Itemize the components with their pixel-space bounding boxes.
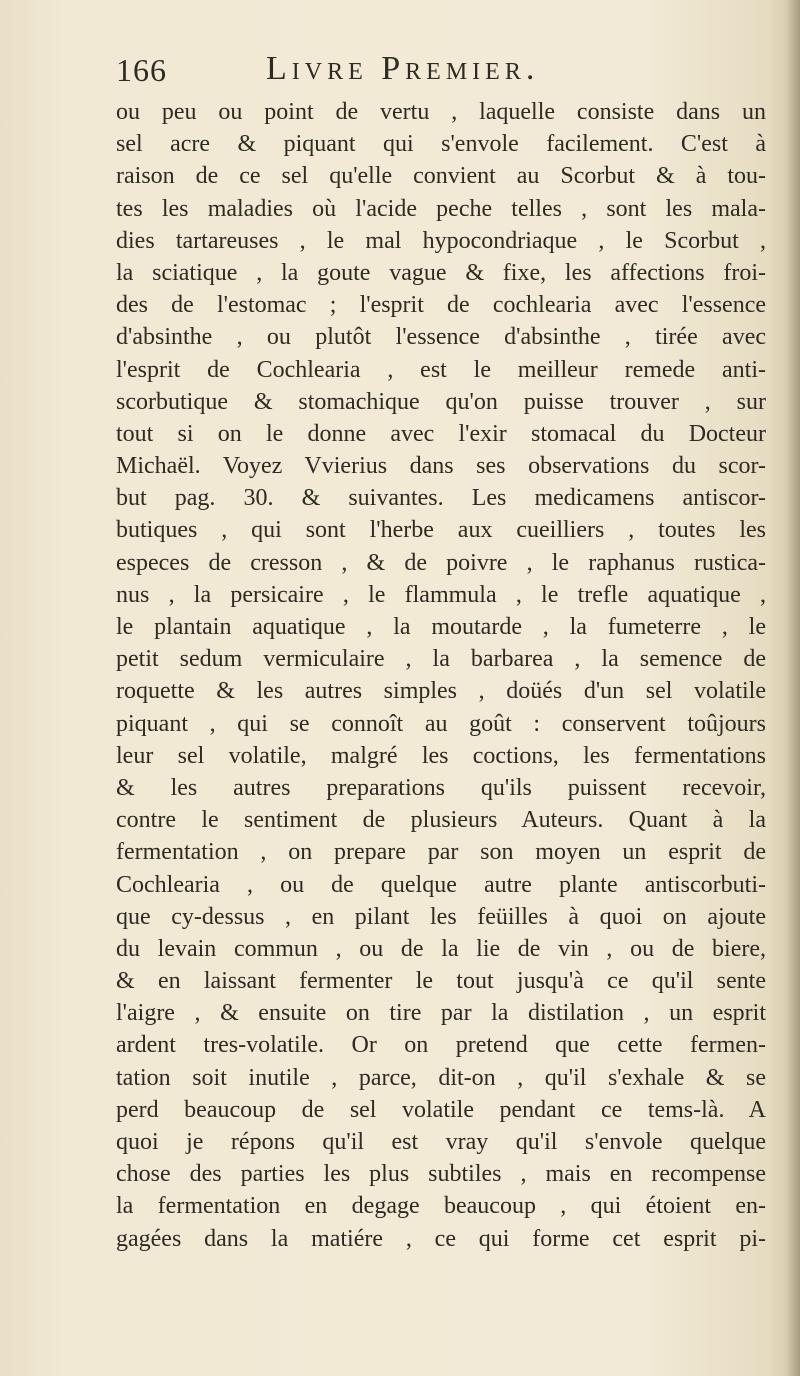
text-line: sel acre & piquant qui s'envole facilement. C'est à: [116, 131, 766, 158]
text-line: tes les maladies où l'acide peche telles , sont les mala-: [116, 195, 766, 222]
text-line: contre le sentiment de plusieurs Auteurs. Quant à la: [116, 807, 766, 834]
body-text: [116, 96, 766, 1255]
text-line: gagées dans la matiére , ce qui forme cet esprit pi-: [116, 1225, 766, 1252]
text-line: perd beaucoup de sel volatile pendant ce tems-là. A: [116, 1096, 766, 1123]
text-line: la fermentation en degage beaucoup , qui étoient en-: [116, 1193, 766, 1220]
text-line: butiques , qui sont l'herbe aux cueilliers , toutes les: [116, 517, 766, 544]
text-line: d'absinthe , ou plutôt l'essence d'absinthe , tirée avec: [116, 324, 766, 351]
text-line: fermentation , on prepare par son moyen un esprit de: [116, 839, 766, 866]
text-line: la sciatique , la goute vague & fixe, les affections froi-: [116, 259, 766, 286]
text-line: ardent tres-volatile. Or on pretend que cette fermen-: [116, 1032, 766, 1059]
text-line: du levain commun , ou de la lie de vin , ou de biere,: [116, 935, 766, 962]
text-line: & en laissant fermenter le tout jusqu'à ce qu'il sente: [116, 968, 766, 995]
text-line: scorbutique & stomachique qu'on puisse trouver , sur: [116, 388, 766, 415]
text-line: dies tartareuses , le mal hypocondriaque , le Scorbut ,: [116, 227, 766, 254]
text-line: Cochlearia , ou de quelque autre plante antiscorbuti-: [116, 871, 766, 898]
running-title: Livre Premier.: [266, 50, 540, 87]
text-line: & les autres preparations qu'ils puissent recevoir,: [116, 774, 766, 801]
text-line: roquette & les autres simples , doüés d'un sel volatile: [116, 678, 766, 705]
text-line: que cy-dessus , en pilant les feüilles à quoi on ajoute: [116, 903, 766, 930]
text-line: des de l'estomac ; l'esprit de cochlearia avec l'essence: [116, 292, 766, 319]
text-line: especes de cresson , & de poivre , le raphanus rustica-: [116, 549, 766, 576]
page-edge-shadow: [786, 0, 800, 1376]
text-line: tout si on le donne avec l'exir stomacal du Docteur: [116, 420, 766, 447]
page-number: 166: [116, 52, 167, 88]
text-line: l'esprit de Cochlearia , est le meilleur remede anti-: [116, 356, 766, 383]
text-line: piquant , qui se connoît au goût : conservent toûjours: [116, 710, 766, 737]
text-line: nus , la persicaire , le flammula , le trefle aquatique ,: [116, 581, 766, 608]
text-line: leur sel volatile, malgré les coctions, les fermentations: [116, 742, 766, 769]
text-line: raison de ce sel qu'elle convient au Scorbut & à tou-: [116, 163, 766, 190]
text-line: l'aigre , & ensuite on tire par la distilation , un esprit: [116, 1000, 766, 1027]
text-line: quoi je répons qu'il est vray qu'il s'envole quelque: [116, 1129, 766, 1155]
text-line: chose des parties les plus subtiles , mais en recompense: [116, 1161, 766, 1188]
text-line: but pag. 30. & suivantes. Les medicamens antiscor-: [116, 485, 766, 512]
text-line: petit sedum vermiculaire , la barbarea , la semence de: [116, 646, 766, 673]
text-line: ou peu ou point de vertu , laquelle consiste dans un: [116, 99, 766, 125]
text-line: le plantain aquatique , la moutarde , la fumeterre , le: [116, 614, 766, 640]
running-head: [116, 50, 766, 92]
text-line: tation soit inutile , parce, dit-on , qu'il s'exhale & se: [116, 1064, 766, 1091]
text-line: Michaël. Voyez Vvierius dans ses observations du scor-: [116, 453, 766, 480]
